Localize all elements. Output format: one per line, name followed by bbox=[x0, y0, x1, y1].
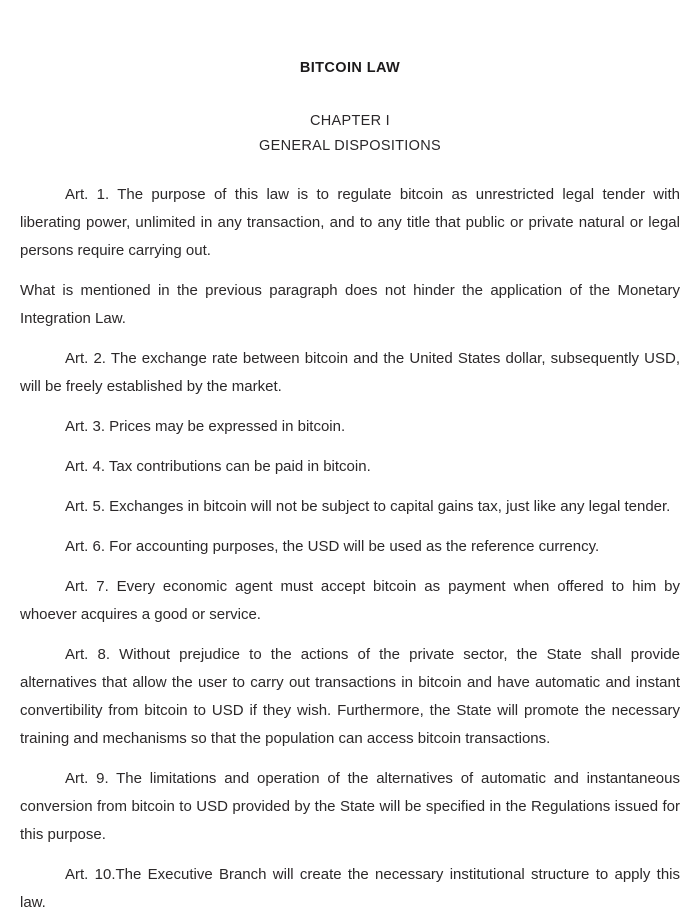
article-paragraph-8: Art. 8. Without prejudice to the actions of the private sector, the State shall provide alternatives that allow the user to carry out transactions in bitcoin and have automatic and instant convertibility from bitcoin to USD if they wish. Furthermore, the State will promote the necessary training and mechanisms so that the population can access bitcoin transactions. bbox=[20, 646, 680, 747]
article-paragraph-10: Art. 10.The Executive Branch will create the necessary institutional structure to apply this law. bbox=[20, 866, 680, 911]
article-paragraph-9: Art. 9. The limitations and operation of the alternatives of automatic and instantaneous conversion from bitcoin to USD provided by the State will be specified in the Regulations issued for this purpose. bbox=[20, 770, 680, 843]
article-1-second-paragraph: What is mentioned in the previous paragraph does not hinder the application of the Monetary Integration Law. bbox=[20, 282, 680, 327]
article-paragraph-1: Art. 1. The purpose of this law is to regulate bitcoin as unrestricted legal tender with liberating power, unlimited in any transaction, and to any title that public or private natural or legal persons require carrying out. bbox=[20, 186, 680, 259]
article-paragraph-6: Art. 6. For accounting purposes, the USD will be used as the reference currency. bbox=[65, 538, 600, 555]
article-paragraph-2: Art. 2. The exchange rate between bitcoin and the United States dollar, subsequently USD, will be freely established by the market. bbox=[20, 350, 680, 395]
article-paragraph-4: Art. 4. Tax contributions can be paid in bitcoin. bbox=[65, 458, 371, 475]
document-body bbox=[20, 159, 680, 917]
chapter-name: GENERAL DISPOSITIONS bbox=[259, 138, 441, 154]
chapter-number: CHAPTER I bbox=[309, 113, 391, 129]
page-title: BITCOIN LAW bbox=[299, 60, 401, 76]
chapter-heading bbox=[20, 78, 680, 159]
article-paragraph-5: Art. 5. Exchanges in bitcoin will not be subject to capital gains tax, just like any legal tender. bbox=[65, 498, 671, 515]
article-paragraph-7: Art. 7. Every economic agent must accept bitcoin as payment when offered to him by whoever acquires a good or service. bbox=[20, 578, 680, 623]
article-paragraph-3: Art. 3. Prices may be expressed in bitcoin. bbox=[65, 418, 346, 435]
